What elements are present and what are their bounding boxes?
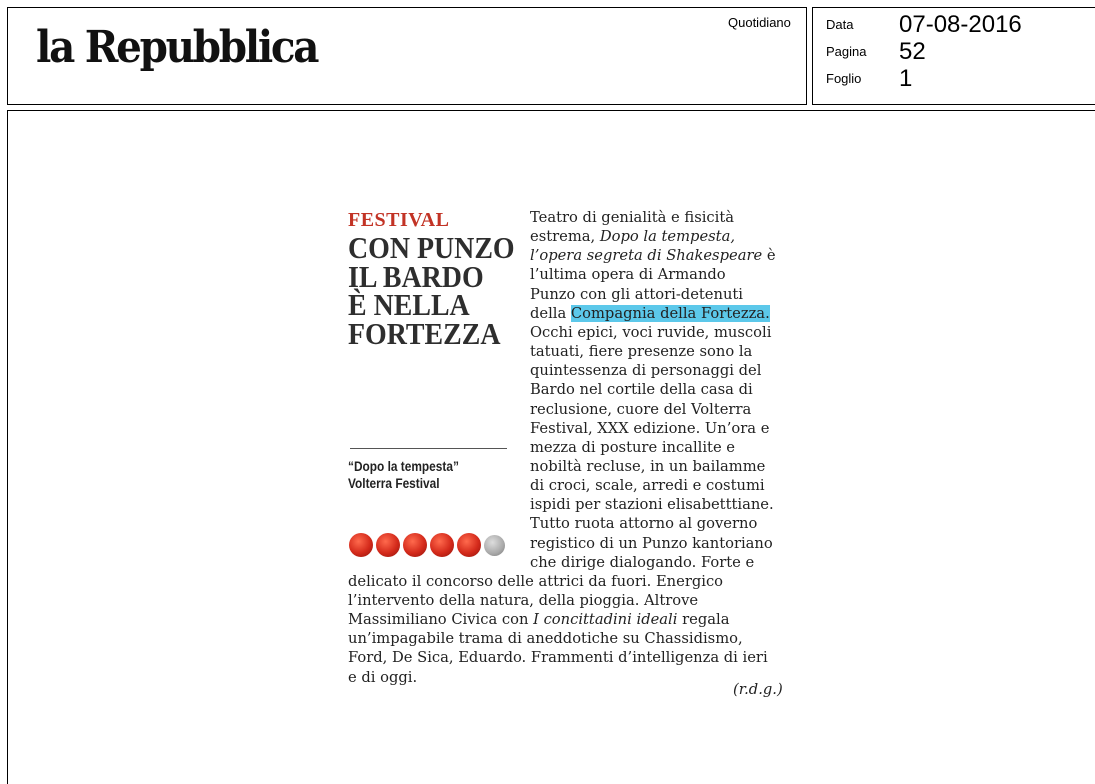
- body-line: Festival, XXX edizione. Un’ora e: [530, 419, 770, 437]
- body-line: Ford, De Sica, Eduardo. Frammenti d’intelligenza di ieri: [348, 649, 768, 667]
- body-line: un’impagabile trama di aneddotiche su Chassidismo,: [348, 630, 743, 648]
- italic-title: I concittadini ideali: [533, 611, 678, 629]
- body-line: nobiltà recluse, in un bailamme: [530, 457, 766, 475]
- italic-title: l’opera segreta di Shakespeare: [530, 247, 763, 265]
- info-divider: [350, 448, 507, 449]
- meta-value-pagina: 52: [899, 38, 926, 65]
- body-line: tatuati, fiere presenze sono la: [530, 343, 753, 361]
- body-line: Punzo con gli attori-detenuti: [530, 285, 744, 303]
- article-kicker: FESTIVAL: [348, 209, 450, 231]
- paper-type: Quotidiano: [728, 15, 791, 30]
- body-line: Occhi epici, voci ruvide, muscoli: [530, 323, 772, 341]
- rating-ball-filled-icon: [403, 533, 427, 557]
- headline-line: FORTEZZA: [348, 315, 501, 351]
- newspaper-logo: la Repubblica: [36, 22, 318, 73]
- author-signature: (r.d.g.): [733, 681, 783, 698]
- body-line: registico di un Punzo kantoriano: [530, 534, 773, 552]
- festival-name: Volterra Festival: [348, 476, 440, 491]
- rating-ball-filled-icon: [349, 533, 373, 557]
- body-line: l’ultima opera di Armando: [530, 266, 726, 284]
- italic-title: Dopo la tempesta,: [599, 228, 736, 246]
- headline-line: CON PUNZO: [348, 230, 515, 265]
- meta-value-data: 07-08-2016: [899, 11, 1022, 38]
- body-line: Bardo nel cortile della casa di: [530, 381, 753, 399]
- body-line: reclusione, cuore del Volterra: [530, 400, 752, 418]
- article-headline: [348, 230, 518, 351]
- meta-value-foglio: 1: [899, 65, 913, 92]
- body-line: estrema, Dopo la tempesta,: [530, 228, 736, 246]
- body-line: l’opera segreta di Shakespeare è: [530, 247, 776, 265]
- rating-ball-filled-icon: [457, 533, 481, 557]
- rating-ball-filled-icon: [430, 533, 454, 557]
- body-line: e di oggi.: [348, 668, 418, 686]
- rating-ball-filled-icon: [376, 533, 400, 557]
- show-title: “Dopo la tempesta”: [348, 459, 459, 474]
- body-line: Teatro di genialità e fisicità: [530, 209, 735, 226]
- meta-label-foglio: Foglio: [826, 71, 862, 86]
- meta-label-data: Data: [826, 17, 854, 32]
- rating-ball-empty-icon: [484, 535, 505, 556]
- body-line: di croci, scale, arredi e costumi: [530, 477, 765, 495]
- body-line: l’intervento della natura, della pioggia. Altrove: [348, 592, 699, 609]
- body-line: che dirige dialogando. Forte e: [530, 553, 755, 571]
- body-line: della Compagnia della Fortezza.: [530, 304, 770, 322]
- body-line: Tutto ruota attorno al governo: [530, 515, 758, 533]
- body-line: quintessenza di personaggi del: [530, 362, 762, 380]
- headline-line: È NELLA: [348, 287, 470, 322]
- headline-line: IL BARDO: [348, 258, 484, 294]
- highlighted-company-name: Compagnia della Fortezza.: [570, 304, 770, 322]
- meta-label-pagina: Pagina: [826, 44, 867, 59]
- body-line: mezza di posture incallite e: [530, 438, 736, 456]
- body-line: Massimiliano Civica con I concittadini ideali regala: [348, 611, 730, 629]
- body-line: delicato il concorso delle attrici da fuori. Energico: [348, 572, 724, 590]
- body-line: ispidi per stazioni elisabetttiane.: [530, 496, 774, 514]
